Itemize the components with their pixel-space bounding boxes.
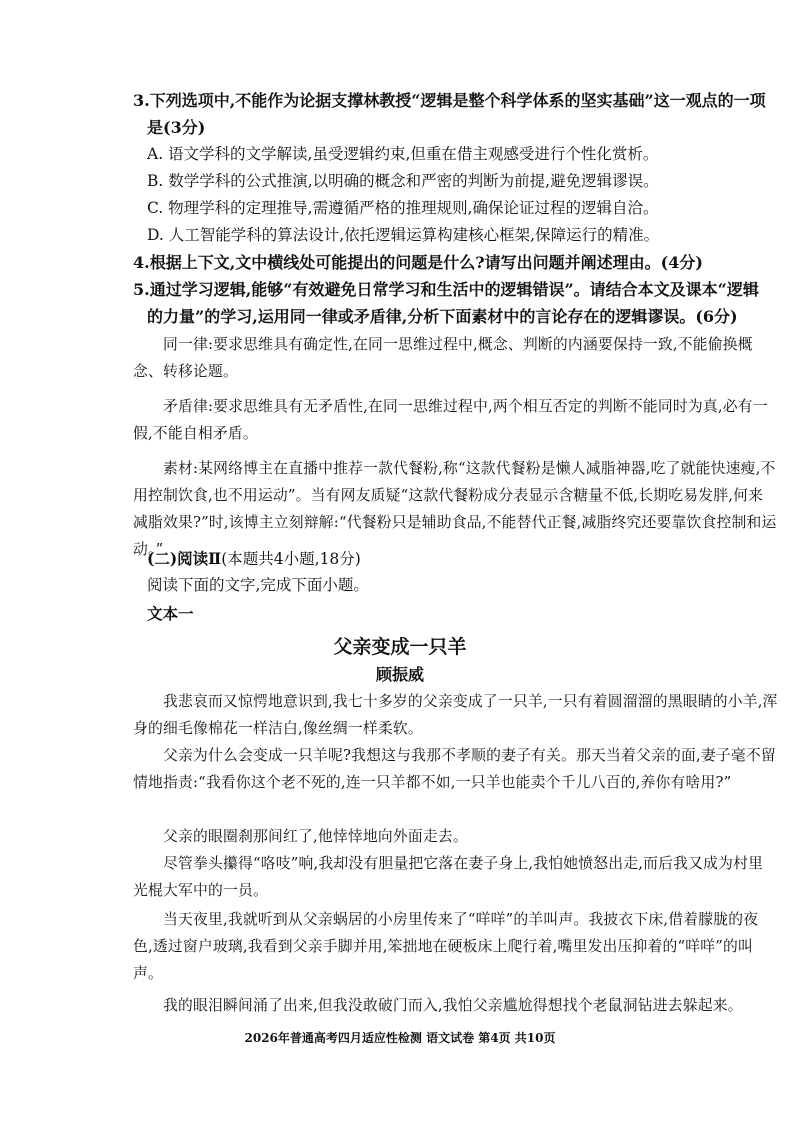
question-4: 4.根据上下文,文中横线处可能提出的问题是什么?请写出问题并阐述理由。(4分): [133, 253, 703, 272]
question-5-stem-cont: 的力量”的学习,运用同一律或矛盾律,分析下面素材中的言论存在的逻辑谬误。(6分): [147, 307, 738, 326]
reading-instruction: 阅读下面的文字,完成下面小题。: [147, 576, 369, 594]
page-footer: 2026年普通高考四月适应性检测 语文试卷 第4页 共10页: [244, 1031, 556, 1045]
question-3-option-b: B. 数学学科的公式推演,以明确的概念和严密的判断为前提,避免逻辑谬误。: [147, 172, 659, 190]
story-author: 顾振威: [375, 665, 424, 684]
question-3-option-d: D. 人工智能学科的算法设计,依托逻辑运算构建核心框架,保障运行的精准。: [147, 226, 660, 244]
question-3-stem: 3.下列选项中,不能作为论据支撑林教授“逻辑是整个科学体系的坚实基础”这一观点的一项: [133, 91, 766, 110]
contradiction-law-text: 矛盾律:要求思维具有无矛盾性,在同一思维过程中,两个相互否定的判断不能同时为真,必有一假,不能自相矛盾。: [133, 398, 768, 442]
section-heading-note: (本题共4小题,18分): [221, 550, 361, 568]
section-heading-title: (二)阅读Ⅱ: [147, 549, 222, 568]
question-5-stem: 5.通过学习逻辑,能够“有效避免日常学习和生活中的逻辑错误”。请结合本文及课本“逻辑: [133, 280, 759, 299]
section-heading: [147, 545, 361, 573]
text-one-label: 文本一: [147, 604, 194, 623]
story-paragraph: 当天夜里,我就听到从父亲蜗居的小房里传来了“咩咩”的羊叫声。我披衣下床,借着朦胧的夜色,透过窗户玻璃,我看到父亲手脚并用,笨拙地在硬板床上爬行着,嘴里发出压抑着的“咩咩”的叫声。: [133, 911, 759, 982]
story-title: 父亲变成一只羊: [333, 636, 467, 658]
material-text: 素材:某网络博主在直播中推荐一款代餐粉,称“这款代餐粉是懒人减脂神器,吃了就能快速瘦,不用控制饮食,也不用运动”。当有网友质疑“这款代餐粉成分表显示含糖量不低,长期吃易发胖,何来减脂效果?”时,该博主立刻辩解:“代餐粉只是辅助食品,不能替代正餐,减脂终究还要靠饮食控制和运动。”: [133, 460, 777, 558]
question-3-score: 是(3分): [147, 118, 206, 137]
question-3-option-a: A. 语文学科的文学解读,虽受逻辑约束,但重在借主观感受进行个性化赏析。: [147, 145, 659, 163]
story-paragraph: 我悲哀而又惊愕地意识到,我七十多岁的父亲变成了一只羊,一只有着圆溜溜的黑眼睛的小羊,浑身的细毛像棉花一样洁白,像丝绸一样柔软。: [133, 693, 778, 737]
story-paragraph: 父亲的眼圈刹那间红了,他悻悻地向外面走去。: [163, 828, 468, 845]
story-paragraph: 父亲为什么会变成一只羊呢?我想这与我那不孝顺的妻子有关。那天当着父亲的面,妻子毫不留情地指责:“我看你这个老不死的,连一只羊都不如,一只羊也能卖个千儿八百的,养你有啥用?”: [133, 747, 776, 791]
story-paragraph: 我的眼泪瞬间涌了出来,但我没敢破门而入,我怕父亲尴尬得想找个老鼠洞钻进去躲起来。: [163, 997, 743, 1014]
identity-law-text: 同一律:要求思维具有确定性,在同一思维过程中,概念、判断的内涵要保持一致,不能偷换概念、转移论题。: [133, 336, 753, 380]
story-paragraph: 尽管拳头攥得“咯吱”响,我却没有胆量把它落在妻子身上,我怕她愤怒出走,而后我又成为村里光棍大军中的一员。: [133, 855, 764, 899]
question-3-option-c: C. 物理学科的定理推导,需遵循严格的推理规则,确保论证过程的逻辑自洽。: [147, 199, 659, 217]
